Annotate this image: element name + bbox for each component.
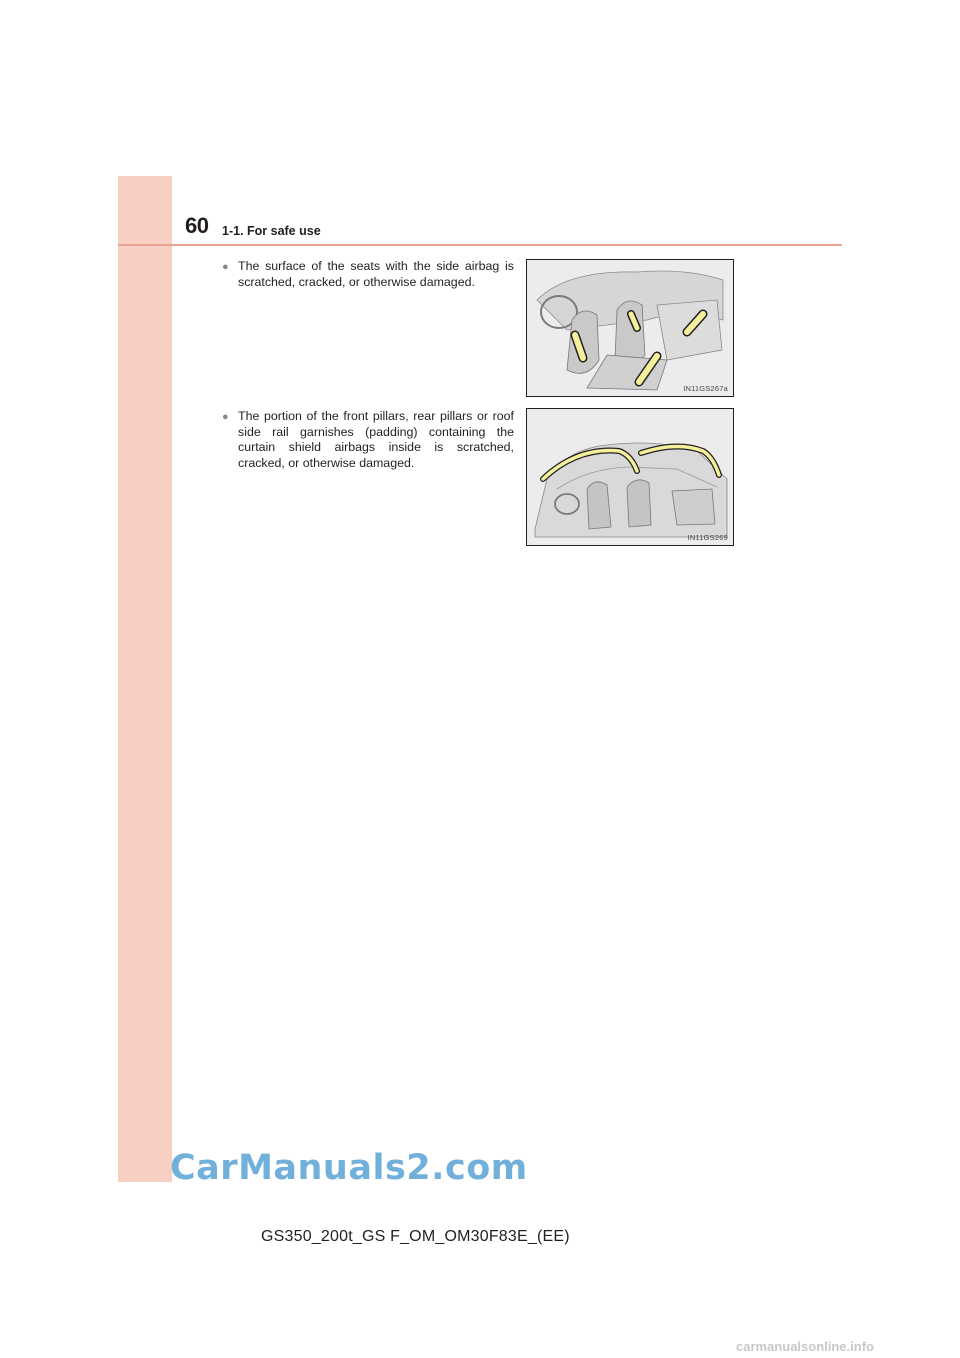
figure-code: IN11GS269 — [687, 533, 728, 542]
site-watermark: carmanualsonline.info — [736, 1339, 874, 1354]
item-text: The surface of the seats with the side airbag is scratched, cracked, or otherwise damaged. — [238, 259, 514, 289]
header-rule — [118, 244, 842, 246]
bullet-icon: ● — [222, 411, 229, 423]
cabin-illustration — [527, 409, 733, 545]
footer-document-code: GS350_200t_GS F_OM_OM30F83E_(EE) — [261, 1228, 570, 1245]
watermark-logo: CarManuals2.com — [170, 1148, 528, 1188]
list-item — [222, 409, 514, 471]
figure-code: IN11GS267a — [683, 384, 728, 393]
page-number: 60 — [185, 213, 209, 238]
figure-side-airbag-seats — [526, 259, 734, 397]
chapter-sidebar-band — [118, 176, 172, 1182]
item-text: The portion of the front pillars, rear pillars or roof side rail garnishes (padding) containing the curtain shield airbags inside is scratched, cracked, or otherwise damaged. — [238, 409, 514, 470]
section-title: 1-1. For safe use — [222, 224, 321, 238]
figure-curtain-airbag — [526, 408, 734, 546]
bullet-icon: ● — [222, 261, 229, 273]
list-item — [222, 259, 514, 290]
seat-illustration — [527, 260, 733, 396]
